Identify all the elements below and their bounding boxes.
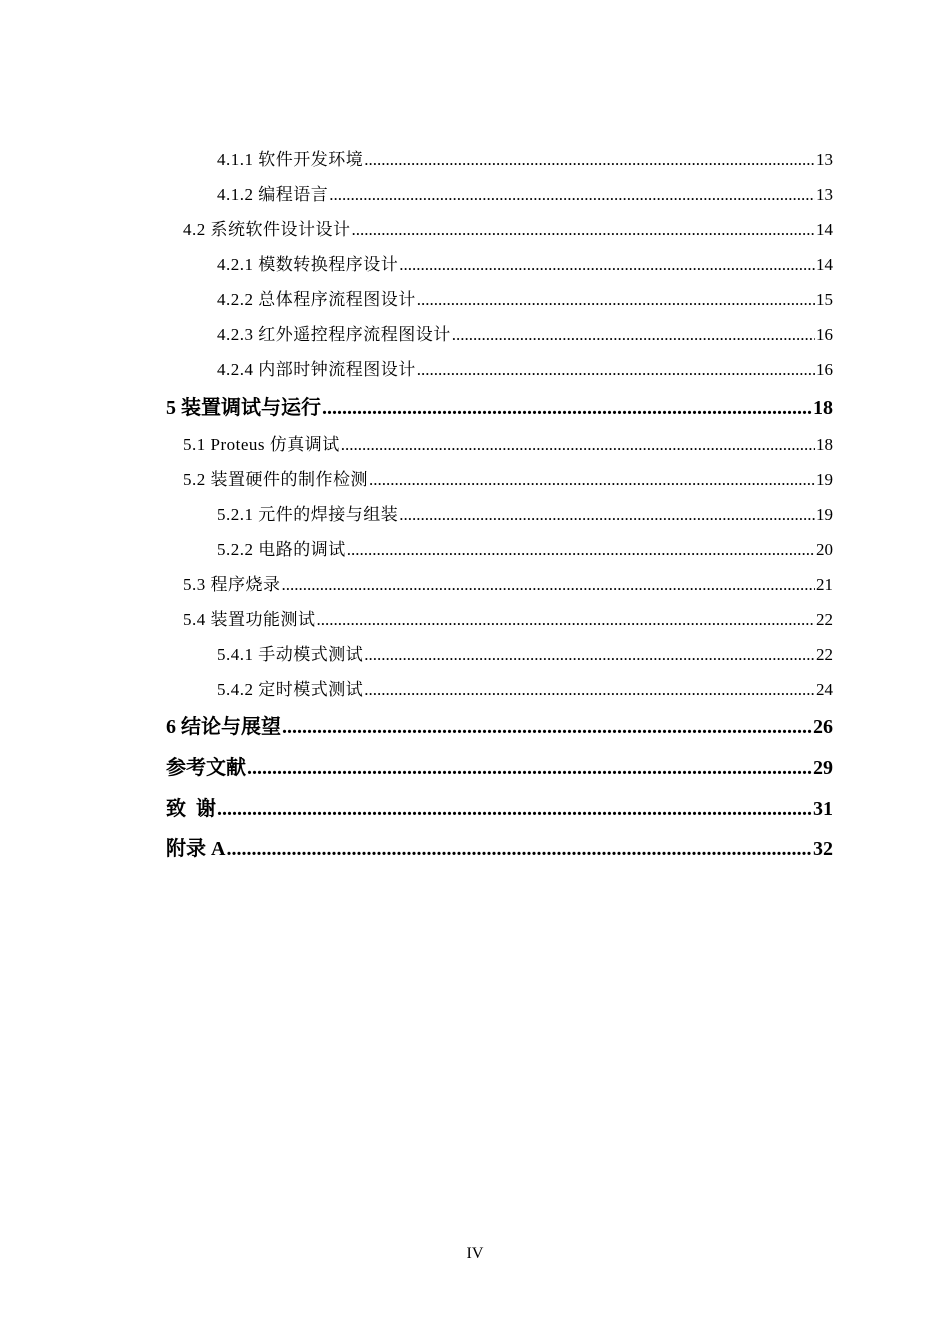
dot-leader xyxy=(399,505,815,525)
toc-entry[interactable] xyxy=(183,465,833,490)
toc-entry-title: 5.2.1 元件的焊接与组装 xyxy=(217,505,399,524)
dot-leader xyxy=(226,838,812,861)
dot-leader xyxy=(352,220,816,240)
toc-chapter-entry[interactable] xyxy=(166,832,833,861)
toc-entry-title: 5.4.1 手动模式测试 xyxy=(217,645,364,664)
toc-entry-page: 22 xyxy=(816,610,833,629)
toc-entry-page: 24 xyxy=(816,680,833,699)
toc-entry-page: 13 xyxy=(816,150,833,169)
toc-entry-page: 19 xyxy=(816,470,833,489)
toc-chapter-entry[interactable] xyxy=(166,391,833,420)
toc-entry[interactable] xyxy=(217,500,833,525)
page-number: IV xyxy=(466,1245,484,1262)
toc-entry-page: 15 xyxy=(816,290,833,309)
toc-entry-title: 5.1 Proteus 仿真调试 xyxy=(183,435,340,454)
dot-leader xyxy=(399,255,815,275)
dot-leader xyxy=(417,360,815,380)
toc-entry-page: 16 xyxy=(816,360,833,379)
toc-entry[interactable] xyxy=(217,250,833,275)
toc-entry[interactable] xyxy=(217,180,833,205)
toc-entry-page: 29 xyxy=(813,757,833,779)
toc-entry-title: 附录 A xyxy=(166,838,226,860)
toc-entry-title: 5.4.2 定时模式测试 xyxy=(217,680,364,699)
dot-leader xyxy=(369,470,815,490)
toc-entry-title: 4.2.3 红外遥控程序流程图设计 xyxy=(217,325,451,344)
dot-leader xyxy=(282,716,812,739)
toc-entry-page: 21 xyxy=(816,575,833,594)
toc-entry[interactable] xyxy=(217,320,833,345)
toc-entry-page: 26 xyxy=(813,716,833,738)
toc-entry[interactable] xyxy=(183,215,833,240)
toc-entry[interactable] xyxy=(217,675,833,700)
toc-entry-title: 5.3 程序烧录 xyxy=(183,575,281,594)
toc-entry-title: 4.1.2 编程语言 xyxy=(217,185,329,204)
dot-leader xyxy=(341,435,815,455)
dot-leader xyxy=(347,540,815,560)
toc-entry-page: 14 xyxy=(816,220,833,239)
dot-leader xyxy=(364,150,815,170)
toc-entry-page: 18 xyxy=(816,435,833,454)
toc-entry-title: 5 装置调试与运行 xyxy=(166,397,321,419)
dot-leader xyxy=(364,680,815,700)
toc-entry[interactable] xyxy=(183,430,833,455)
toc-entry-title: 4.1.1 软件开发环境 xyxy=(217,150,364,169)
toc-entry[interactable] xyxy=(217,535,833,560)
toc-entry-title: 5.2.2 电路的调试 xyxy=(217,540,346,559)
dot-leader xyxy=(364,645,815,665)
toc-entry[interactable] xyxy=(183,605,833,630)
toc-entry-title: 4.2.2 总体程序流程图设计 xyxy=(217,290,416,309)
toc-entry-title: 致 谢 xyxy=(166,798,216,820)
toc-entry-title: 4.2 系统软件设计设计 xyxy=(183,220,351,239)
toc-entry-page: 22 xyxy=(816,645,833,664)
toc-chapter-entry[interactable] xyxy=(166,751,833,780)
dot-leader xyxy=(282,575,816,595)
dot-leader xyxy=(417,290,815,310)
toc-entry-title: 4.2.4 内部时钟流程图设计 xyxy=(217,360,416,379)
toc-entry[interactable] xyxy=(217,145,833,170)
dot-leader xyxy=(217,798,812,821)
toc-entry-page: 19 xyxy=(816,505,833,524)
toc-chapter-entry[interactable] xyxy=(166,792,833,821)
toc-entry-page: 18 xyxy=(813,397,833,419)
toc-entry-title: 6 结论与展望 xyxy=(166,716,281,738)
dot-leader xyxy=(452,325,815,345)
dot-leader xyxy=(247,757,812,780)
dot-leader xyxy=(322,397,812,420)
toc-entry-page: 14 xyxy=(816,255,833,274)
toc-entry[interactable] xyxy=(183,570,833,595)
toc-entry-page: 16 xyxy=(816,325,833,344)
toc-entry-page: 13 xyxy=(816,185,833,204)
toc-entry-title: 5.4 装置功能测试 xyxy=(183,610,316,629)
toc-entry-page: 20 xyxy=(816,540,833,559)
toc-chapter-entry[interactable] xyxy=(166,710,833,739)
dot-leader xyxy=(329,185,815,205)
dot-leader xyxy=(317,610,816,630)
toc-entry-title: 4.2.1 模数转换程序设计 xyxy=(217,255,399,274)
toc-entry-page: 32 xyxy=(813,838,833,860)
toc-entry[interactable] xyxy=(217,640,833,665)
toc-entry[interactable] xyxy=(217,285,833,310)
toc-entry-page: 31 xyxy=(813,798,833,820)
toc-entry-title: 参考文献 xyxy=(166,757,246,779)
toc-entry[interactable] xyxy=(217,355,833,380)
toc-entry-title: 5.2 装置硬件的制作检测 xyxy=(183,470,368,489)
